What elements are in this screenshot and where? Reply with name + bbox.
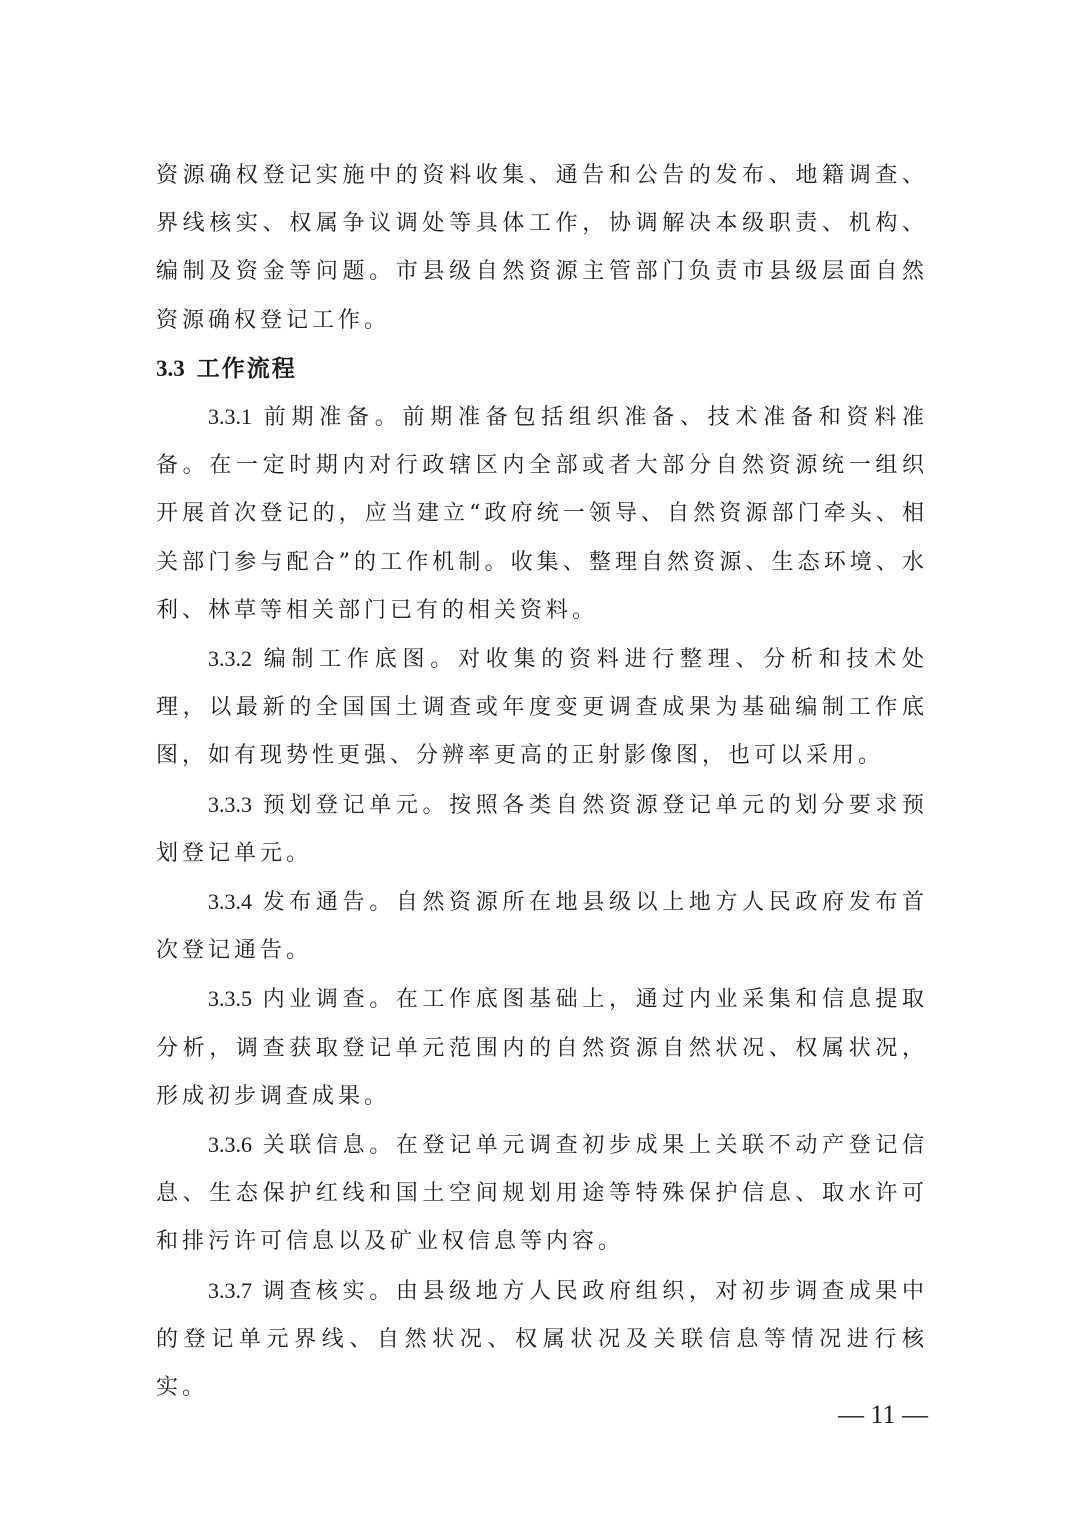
section-title: 工作流程 [196, 354, 297, 382]
list-item [156, 393, 928, 635]
item-number: 3.3.2 [208, 646, 252, 672]
section-heading [156, 345, 928, 393]
item-text: 发布通告。自然资源所在地县级以上地方人民政府发布首次登记通告。 [156, 890, 928, 964]
item-number: 3.3.4 [208, 889, 252, 915]
item-text: 关联信息。在登记单元调查初步成果上关联不动产登记信息、生态保护红线和国土空间规划用途等特殊保护信息、取水许可和排污许可信息以及矿业权信息等内容。 [156, 1133, 928, 1255]
item-text: 前期准备。前期准备包括组织准备、技术准备和资料准备。在一定时期内对行政辖区内全部或者大部分自然资源统一组织开展首次登记的，应当建立“政府统一领导、自然资源部门牵头、相关部门参与配合”的工作机制。收集、整理自然资源、生态环境、水利、林草等相关部门已有的相关资料。 [156, 405, 928, 623]
list-item [156, 635, 928, 781]
list-item [156, 878, 928, 975]
list-item [156, 1267, 928, 1413]
item-number: 3.3.1 [208, 404, 252, 430]
list-item [156, 975, 928, 1121]
item-text: 内业调查。在工作底图基础上，通过内业采集和信息提取分析，调查获取登记单元范围内的自然资源自然状况、权属状况，形成初步调查成果。 [156, 987, 928, 1109]
item-text: 预划登记单元。按照各类自然资源登记单元的划分要求预划登记单元。 [156, 792, 928, 866]
item-text: 编制工作底图。对收集的资料进行整理、分析和技术处理，以最新的全国国土调查或年度变更调查成果为基础编制工作底图，如有现势性更强、分辨率更高的正射影像图，也可以采用。 [156, 647, 928, 769]
item-number: 3.3.7 [208, 1277, 252, 1303]
item-number: 3.3.5 [208, 986, 252, 1012]
item-text: 调查核实。由县级地方人民政府组织，对初步调查成果中的登记单元界线、自然状况、权属状况及关联信息等情况进行核实。 [156, 1278, 928, 1401]
item-number: 3.3.6 [208, 1132, 252, 1158]
list-item [156, 1121, 928, 1267]
page-body [156, 152, 928, 1412]
section-number: 3.3 [156, 355, 185, 381]
item-number: 3.3.3 [208, 791, 252, 817]
intro-paragraph: 资源确权登记实施中的资料收集、通告和公告的发布、地籍调查、界线核实、权属争议调处等具体工作，协调解决本级职责、机构、编制及资金等问题。市县级自然资源主管部门负责市县级层面自然资源确权登记工作。 [156, 163, 928, 333]
page-number: — 11 — [837, 1400, 928, 1429]
list-item [156, 781, 928, 878]
